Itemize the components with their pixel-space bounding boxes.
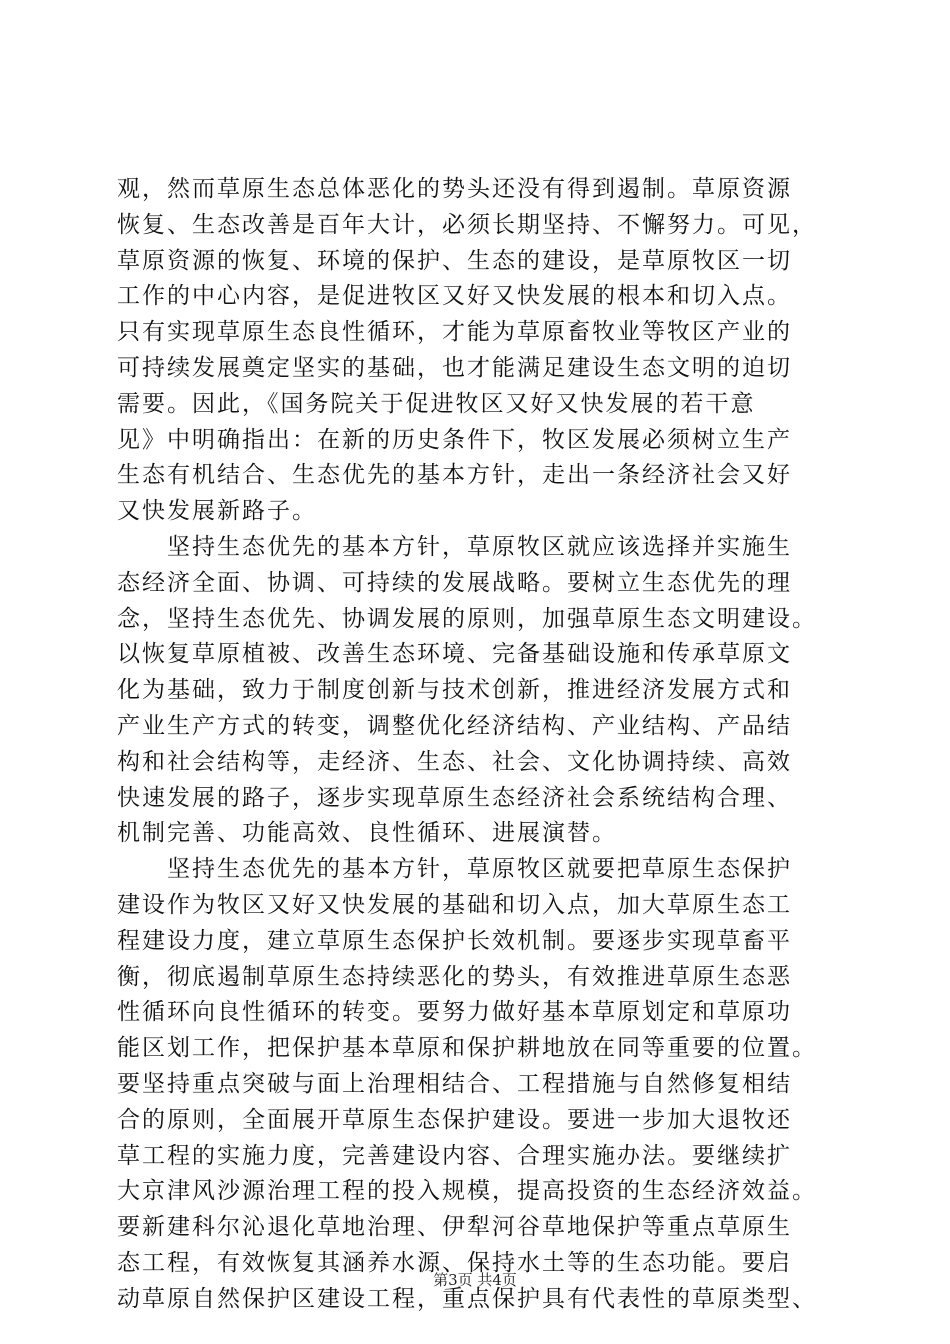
text-line: 坚持生态优先的基本方针，草原牧区就应该选择并实施生 bbox=[117, 533, 792, 560]
text-line: 产业生产方式的转变，调整优化经济结构、产业结构、产品结 bbox=[117, 712, 792, 739]
page-number: 第3页 共4页 bbox=[433, 1271, 517, 1289]
text-line: 坚持生态优先的基本方针，草原牧区就要把草原生态保护 bbox=[117, 856, 792, 883]
text-line: 草原资源的恢复、环境的保护、生态的建设，是草原牧区一切 bbox=[117, 247, 792, 274]
text-line: 化为基础，致力于制度创新与技术创新，推进经济发展方式和 bbox=[117, 677, 792, 704]
text-line: 衡，彻底遏制草原生态持续恶化的势头，有效推进草原生态恶 bbox=[117, 963, 792, 990]
text-line: 态经济全面、协调、可持续的发展战略。要树立生态优先的理 bbox=[117, 569, 792, 596]
text-line: 动草原自然保护区建设工程，重点保护具有代表性的草原类型、 bbox=[117, 1285, 817, 1312]
text-line: 态工程，有效恢复其涵养水源、保持水土等的生态功能。要启 bbox=[117, 1249, 792, 1276]
text-line: 大京津风沙源治理工程的投入规模，提高投资的生态经济效益。 bbox=[117, 1178, 817, 1205]
body-text bbox=[117, 172, 852, 1318]
text-line: 恢复、生态改善是百年大计，必须长期坚持、不懈努力。可见， bbox=[117, 211, 817, 238]
text-line: 要新建科尔沁退化草地治理、伊犁河谷草地保护等重点草原生 bbox=[117, 1214, 792, 1241]
text-line: 工作的中心内容，是促进牧区又好又快发展的根本和切入点。 bbox=[117, 283, 792, 310]
text-line: 以恢复草原植被、改善生态环境、完备基础设施和传承草原文 bbox=[117, 641, 792, 668]
text-line: 快速发展的路子，逐步实现草原生态经济社会系统结构合理、 bbox=[117, 784, 792, 811]
text-line: 又快发展新路子。 bbox=[117, 498, 317, 525]
text-line: 机制完善、功能高效、良性循环、进展演替。 bbox=[117, 820, 617, 847]
text-line: 需要。因此，《国务院关于促进牧区又好又快发展的若干意 bbox=[117, 390, 756, 417]
text-line: 合的原则，全面展开草原生态保护建设。要进一步加大退牧还 bbox=[117, 1106, 792, 1133]
text-line: 构和社会结构等，走经济、生态、社会、文化协调持续、高效 bbox=[117, 748, 792, 775]
text-line: 能区划工作，把保护基本草原和保护耕地放在同等重要的位置。 bbox=[117, 1035, 817, 1062]
text-line: 程建设力度，建立草原生态保护长效机制。要逐步实现草畜平 bbox=[117, 927, 792, 954]
page-footer bbox=[0, 1269, 950, 1290]
text-line: 可持续发展奠定坚实的基础，也才能满足建设生态文明的迫切 bbox=[117, 354, 792, 381]
text-line: 观，然而草原生态总体恶化的势头还没有得到遏制。草原资源 bbox=[117, 176, 792, 202]
text-line: 生态有机结合、生态优先的基本方针，走出一条经济社会又好 bbox=[117, 462, 792, 489]
text-line: 只有实现草原生态良性循环，才能为草原畜牧业等牧区产业的 bbox=[117, 319, 792, 346]
text-line: 念，坚持生态优先、协调发展的原则，加强草原生态文明建设。 bbox=[117, 605, 817, 632]
text-line: 性循环向良性循环的转变。要努力做好基本草原划定和草原功 bbox=[117, 999, 792, 1026]
text-line: 见》中明确指出：在新的历史条件下，牧区发展必须树立生产 bbox=[117, 426, 792, 453]
text-line: 要坚持重点突破与面上治理相结合、工程措施与自然修复相结 bbox=[117, 1070, 792, 1097]
text-line: 草工程的实施力度，完善建设内容、合理实施办法。要继续扩 bbox=[117, 1142, 792, 1169]
text-line: 建设作为牧区又好又快发展的基础和切入点，加大草原生态工 bbox=[117, 891, 792, 918]
